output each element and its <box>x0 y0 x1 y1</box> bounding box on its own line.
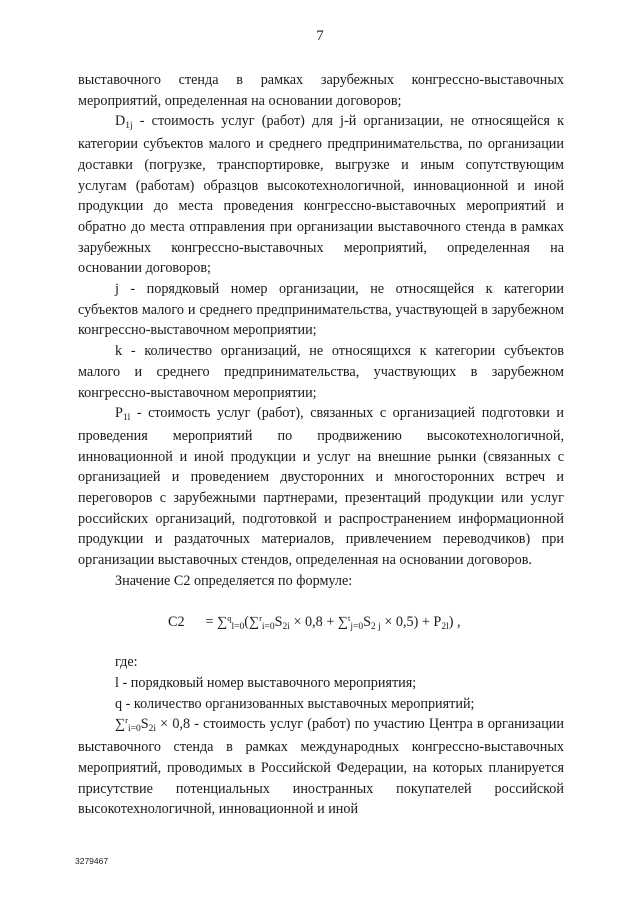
legend-q: q - количество организованных выставочных мероприятий; <box>115 695 475 712</box>
formula-p2l-sub: 2l <box>441 621 449 632</box>
formula-i0-lower: i=0 <box>261 621 275 632</box>
formula-l0-lower: l=0 <box>231 621 245 632</box>
paragraph-p1l <box>78 403 564 571</box>
formula-s2i: S <box>274 613 283 630</box>
legend-sum-times: × 0,8 <box>156 716 191 733</box>
legend-sum-s-sub: 2i <box>148 724 156 735</box>
legend-l: l - порядковый номер выставочного мероприятия; <box>115 674 417 691</box>
symbol-p-subscript: 1l <box>122 413 131 424</box>
formula-open-sum: (∑ <box>244 613 260 630</box>
formula-t-upper: t <box>347 612 351 623</box>
paragraph-k: k - количество организаций, не относящихся к категории субъектов малого и среднего предпринимательства, участвующих в зарубежном конгрессно-выставочном мероприятии; <box>78 343 564 401</box>
formula-times08: × 0,8 + ∑ <box>289 613 348 630</box>
legend-where: где: <box>115 654 138 671</box>
formula-times05: × 0,5) + P <box>380 613 442 630</box>
legend-sum <box>78 714 564 820</box>
formula-c2 <box>78 612 564 635</box>
paragraph-d1j-text: - стоимость услуг (работ) для j-й организации, не относящейся к категории субъектов малого и среднего предпринимательства, по организации доставки (погрузке, транспортировке, выгрузке и иным сопутствующим услугам (работам) образцов высокотехнологичной, инновационной и иной продукции до места проведения конгрессно-выставочных мероприятий и обратно до места отправления при организации выставочного стенда в рамках зарубежных конгрессно-выставочных мероприятий, определенная на основании договоров; <box>78 113 564 277</box>
formula-eq-sum: = ∑ <box>205 613 228 630</box>
document-id: 3279467 <box>75 856 109 866</box>
formula-q-upper: q <box>227 612 232 623</box>
paragraph-j: j - порядковый номер организации, не относящейся к категории субъектов малого и среднего предпринимательства, участвующей в зарубежном конгрессно-выставочном мероприятии; <box>78 281 564 339</box>
paragraph-formula-intro: Значение C2 определяется по формуле: <box>115 572 353 589</box>
formula-r-upper: r <box>259 612 262 623</box>
paragraph-p1l-text: - стоимость услуг (работ), связанных с организацией подготовки и проведения мероприятий по продвижению высокотехнологичной, инновационной и иной продукции и услуг на внешние рынки (связанных с организацией и проведением двусторонних и многосторонних встреч и переговоров с зарубежными партнерами, презентаций продукции или услуг российских организаций, подготовкой и распространением информационной продукции и раздаточных материалов, привлечением переводчиков) при организации выставочных стендов, определенная на основании договоров. <box>78 405 564 569</box>
formula-lhs: C2 <box>168 613 185 630</box>
symbol-d: D <box>115 113 126 130</box>
page-number: 7 <box>316 28 324 44</box>
formula-s2j: S <box>363 613 371 630</box>
legend-sum-text: - стоимость услуг (работ) по участию Центра в организации выставочного стенда в рамках международных конгрессно-выставочных мероприятий, проводимых в Российской Федерации, на которых планируется присутствие потенциальных иностранных покупателей российской высокотехнологичной, инновационной и иной <box>78 716 564 818</box>
legend-sum-lower: i=0 <box>127 724 141 735</box>
paragraph-d1j <box>78 111 564 279</box>
paragraph-1: выставочного стенда в рамках зарубежных конгрессно-выставочных мероприятий, определенная на основании договоров; <box>78 72 564 109</box>
formula-s2i-sub: 2i <box>282 621 290 632</box>
symbol-p: P <box>115 405 123 422</box>
legend-sum-upper: r <box>125 715 128 726</box>
legend-sum-sigma: ∑ <box>115 716 126 733</box>
formula-s2j-sub: 2 j <box>371 621 381 632</box>
legend-sum-s: S <box>140 716 149 733</box>
document-body <box>78 70 564 820</box>
formula-close: ) , <box>448 613 461 630</box>
symbol-d-subscript: 1j <box>125 121 133 132</box>
formula-j0-lower: j=0 <box>350 621 364 632</box>
